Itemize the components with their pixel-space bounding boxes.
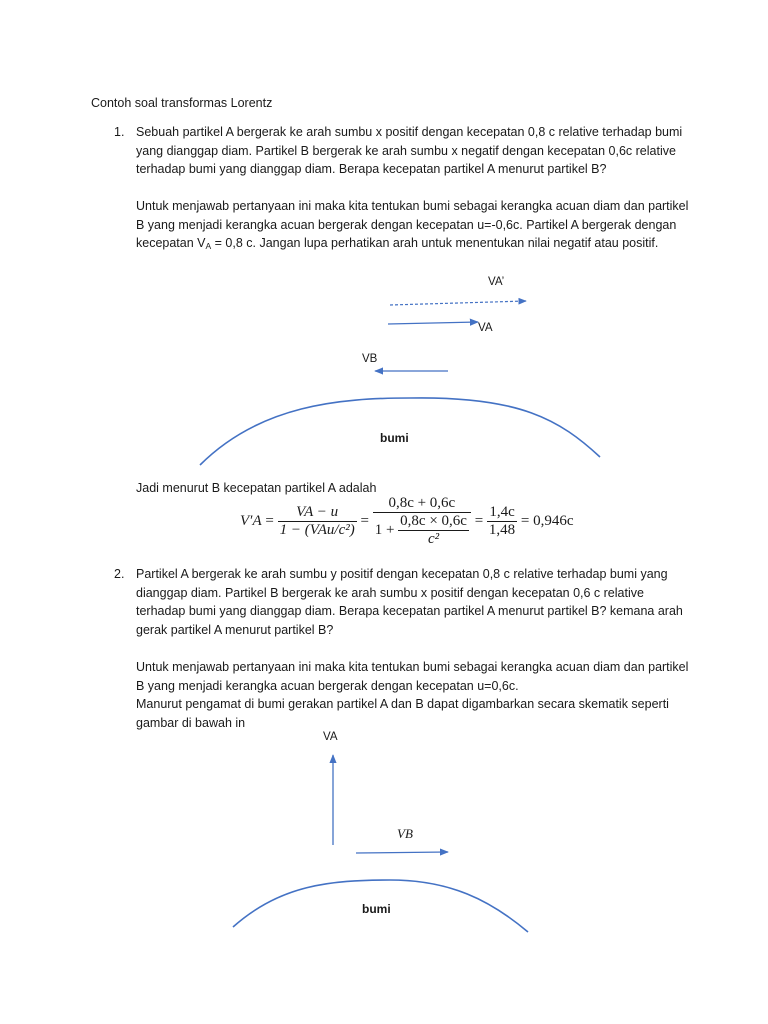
va-label-2: VA xyxy=(323,731,338,743)
problem1-explanation-a: Untuk menjawab pertanyaan ini maka kita tentukan bumi sebagai kerangka acuan diam dan partikel B yang menjadi kerangka acuan bergerak dengan kecepatan u=-0,6c. Partikel A bergerak dengan kecepatan V xyxy=(136,199,689,251)
bumi-label-1: bumi xyxy=(380,431,409,445)
vb-horizontal-arrow xyxy=(356,852,448,853)
problem1-explanation-b: = 0,8 c. Jangan lupa perhatikan arah untuk menentukan nilai negatif atau positif. xyxy=(211,236,659,251)
va-label: VA xyxy=(478,322,493,334)
eq-frac2-den-num: 0,8c × 0,6c xyxy=(400,513,467,529)
eq-lhs: V′A xyxy=(240,512,262,529)
eq-frac1-num: VA − u xyxy=(278,504,357,522)
vb-label: VB xyxy=(362,353,378,365)
problem2-question: Partikel A bergerak ke arah sumbu y positif dengan kecepatan 0,8 c relative terhadap bumi yang dianggap diam. Partikel B bergerak ke arah sumbu x positif dengan kecepatan 0,6 c relative terhadap bumi yang dianggap diam. Berapa kecepatan partikel A menurut partikel B? kemana arah gerak partikel A menurut partikel B? xyxy=(136,567,683,637)
eq-frac2-den-den: c² xyxy=(427,531,440,547)
eq-frac2-num: 0,8c + 0,6c xyxy=(373,495,471,513)
eq-result: 0,946c xyxy=(533,512,574,529)
problem1-question: Sebuah partikel A bergerak ke arah sumbu x positif dengan kecepatan 0,8 c relative terhadap bumi yang dianggap diam. Partikel B bergerak ke arah sumbu x negatif dengan kecepatan 0,6c relative terhadap bumi yang dianggap diam. Berapa kecepatan partikel A menurut partikel B? xyxy=(136,125,683,177)
lorentz-equation: V′A = $\frac{VA - u}{\text{1 − (VAu/c²)}}$ = 0,8c + 0,6c 1 + $\frac{0,8c \times 0,6c}{\text{c²}}$ = $\frac{1,4c}{1,48}$ = 0,946c xyxy=(240,495,574,547)
eq-frac1-den: 1 − (VAu/c²) xyxy=(279,522,355,538)
problem2-number: 2. xyxy=(114,567,125,581)
page-title: Contoh soal transformas Lorentz xyxy=(91,96,273,110)
eq-frac3-den: 1,48 xyxy=(488,522,516,538)
bumi-label-2: bumi xyxy=(362,902,391,916)
va-prime-label: VA’ xyxy=(488,276,505,288)
eq-frac3-num: 1,4c xyxy=(487,504,517,522)
problem1-conclusion: Jadi menurut B kecepatan partikel A adalah xyxy=(136,481,377,495)
vb-label-2: VB xyxy=(397,826,413,841)
problem2-explanation: Untuk menjawab pertanyaan ini maka kita tentukan bumi sebagai kerangka acuan diam dan partikel B yang menjadi kerangka acuan bergerak dengan kecepatan u=0,6c. xyxy=(136,660,689,693)
problem1-explanation-sub: A xyxy=(205,241,212,252)
problem1-number: 1. xyxy=(114,125,125,139)
problem2-observation: Manurut pengamat di bumi gerakan partikel A dan B dapat digambarkan secara skematik seperti gambar di bawah in xyxy=(136,697,669,730)
eq-frac2-den-pre: 1 + xyxy=(374,521,395,538)
